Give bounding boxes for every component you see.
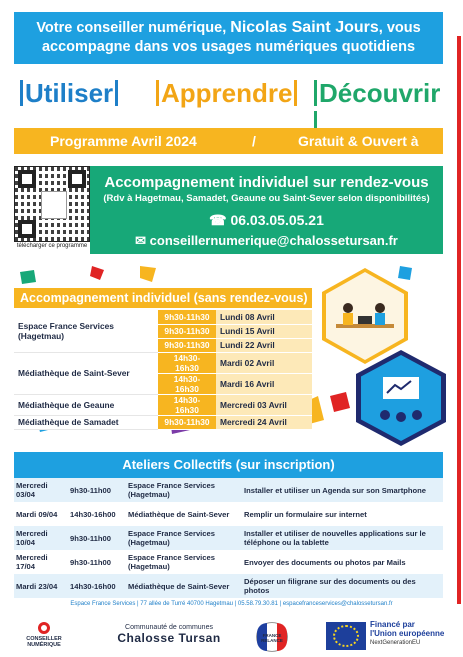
- table-row: [14, 478, 443, 502]
- header-line-2: accompagne dans vos usages numériques quotidiens: [41, 39, 416, 55]
- phone-line[interactable]: [90, 212, 443, 229]
- table-row: [14, 550, 443, 574]
- program-title: Programme Avril 2024: [50, 133, 197, 149]
- walk-in-time: 14h30-16h30: [158, 394, 216, 415]
- workshop-place: Espace France Services (Hagetmau): [128, 529, 215, 547]
- table-row: [14, 574, 443, 598]
- header-suffix: , vous: [378, 20, 421, 36]
- program-separator: /: [252, 133, 256, 149]
- table-row: [14, 415, 312, 429]
- phone-number[interactable]: 06.03.05.05.21: [230, 212, 324, 228]
- workshops-title: Ateliers Collectifs (sur inscription): [14, 452, 443, 478]
- workshop-date: Mercredi 17/04: [14, 550, 68, 574]
- walk-in-time: 9h30-11h30: [158, 324, 216, 338]
- verb-apprendre: Apprendre: [154, 78, 299, 109]
- workshop-date: Mercredi 10/04: [16, 529, 48, 547]
- program-banner: [14, 128, 443, 154]
- workshop-topic: Installer et utiliser de nouvelles applications sur le téléphone ou la tablette: [244, 529, 426, 547]
- table-row: [14, 352, 312, 373]
- workshop-topic: Installer et utiliser un Agenda sur son Smartphone: [244, 485, 427, 495]
- walk-in-day: Mardi 02 Avril: [216, 352, 312, 373]
- workshop-date: Mercredi 03/04: [16, 481, 48, 499]
- qr-code[interactable]: [14, 166, 90, 242]
- table-row: [14, 502, 443, 526]
- eu-funding-text: Financé par l'Union européenne NextGenerationEU: [370, 620, 445, 646]
- walk-in-time: 14h30-16h30: [158, 373, 216, 394]
- email-line[interactable]: [90, 233, 443, 249]
- table-row: [14, 394, 312, 415]
- workshop-date: Mardi 23/04: [16, 581, 58, 591]
- workshop-time: 14h30-16h00: [70, 581, 116, 591]
- walk-in-day: Mercredi 03 Avril: [216, 394, 312, 415]
- walk-in-title: Accompagnement individuel (sans rendez-vous): [14, 288, 312, 308]
- verb-utiliser: Utiliser: [18, 78, 120, 109]
- mail-icon: ✉: [135, 233, 147, 248]
- advisor-name: Nicolas Saint Jours: [230, 19, 379, 36]
- header-banner: [14, 12, 443, 64]
- walk-in-place: Espace France Services (Hagetmau): [14, 310, 158, 352]
- workshop-place: Médiathèque de Saint-Sever: [126, 502, 242, 526]
- email-address[interactable]: conseillernumerique@chalossetursan.fr: [149, 233, 398, 248]
- workshops-table: [14, 478, 443, 598]
- walk-in-day: Lundi 22 Avril: [216, 338, 312, 352]
- workshop-place: Médiathèque de Saint-Sever: [128, 581, 230, 591]
- walk-in-time: 14h30-16h30: [158, 352, 216, 373]
- phone-icon: ☎: [209, 212, 227, 228]
- workshop-place: Espace France Services (Hagetmau): [128, 481, 215, 499]
- walk-in-place: Médiathèque de Samadet: [14, 415, 158, 429]
- walk-in-time: 9h30-11h30: [158, 415, 216, 429]
- walk-in-table: [14, 310, 312, 430]
- header-prefix: Votre conseiller numérique,: [36, 20, 227, 36]
- workshop-time: 9h30-11h00: [68, 550, 126, 574]
- footer-address: Espace France Services | 77 allée de Turré 40700 Hagetmau | 05.58.79.30.81 | espacefranceservices@chalossetursan.fr: [70, 601, 393, 607]
- appointment-title: Accompagnement individuel sur rendez-vous: [104, 174, 429, 191]
- verb-decouvrir: Découvrir: [312, 78, 444, 140]
- header-line-1: [14, 18, 443, 38]
- eu-flag-icon: [326, 622, 366, 650]
- appointment-subtitle: (Rdv à Hagetmau, Samadet, Geaune ou Saint-Sever selon disponibilités): [103, 193, 430, 204]
- walk-in-time: 9h30-11h30: [158, 310, 216, 324]
- workshop-topic: Envoyer des documents ou photos par Mails: [242, 550, 443, 574]
- france-relance-logo: FRANCE RELANCE: [256, 622, 288, 652]
- workshop-place: Espace France Services (Hagetmau): [126, 550, 242, 574]
- workshop-time: 14h30-16h00: [68, 502, 126, 526]
- walk-in-day: Mercredi 24 Avril: [216, 415, 312, 429]
- workshop-topic: Remplir un formulaire sur internet: [242, 502, 443, 526]
- appointment-box: [90, 166, 443, 254]
- conseiller-numerique-logo: CONSEILLER NUMÉRIQUE: [22, 622, 66, 648]
- table-row: [14, 526, 443, 550]
- walk-in-day: Lundi 15 Avril: [216, 324, 312, 338]
- workshop-time: 9h30-11h00: [70, 533, 111, 543]
- verbs-row: [14, 78, 444, 118]
- workshop-date: Mardi 09/04: [14, 502, 68, 526]
- walk-in-place: Médiathèque de Geaune: [14, 394, 158, 415]
- walk-in-day: Mardi 16 Avril: [216, 373, 312, 394]
- qr-caption: télécharger ce programme: [16, 243, 88, 249]
- workshop-topic: Déposer un filigrane sur des documents ou des photos: [244, 577, 416, 595]
- workshop-time: 9h30-11h00: [70, 485, 111, 495]
- chalosse-tursan-logo: Communauté de communes Chalosse Tursan: [117, 624, 221, 645]
- program-free: Gratuit & Ouvert à: [298, 133, 419, 149]
- walk-in-day: Lundi 08 Avril: [216, 310, 312, 324]
- table-row: [14, 310, 312, 324]
- walk-in-time: 9h30-11h30: [158, 338, 216, 352]
- partner-logos: [0, 616, 463, 657]
- walk-in-place: Médiathèque de Saint-Sever: [14, 352, 158, 394]
- workshops-section: [14, 452, 443, 598]
